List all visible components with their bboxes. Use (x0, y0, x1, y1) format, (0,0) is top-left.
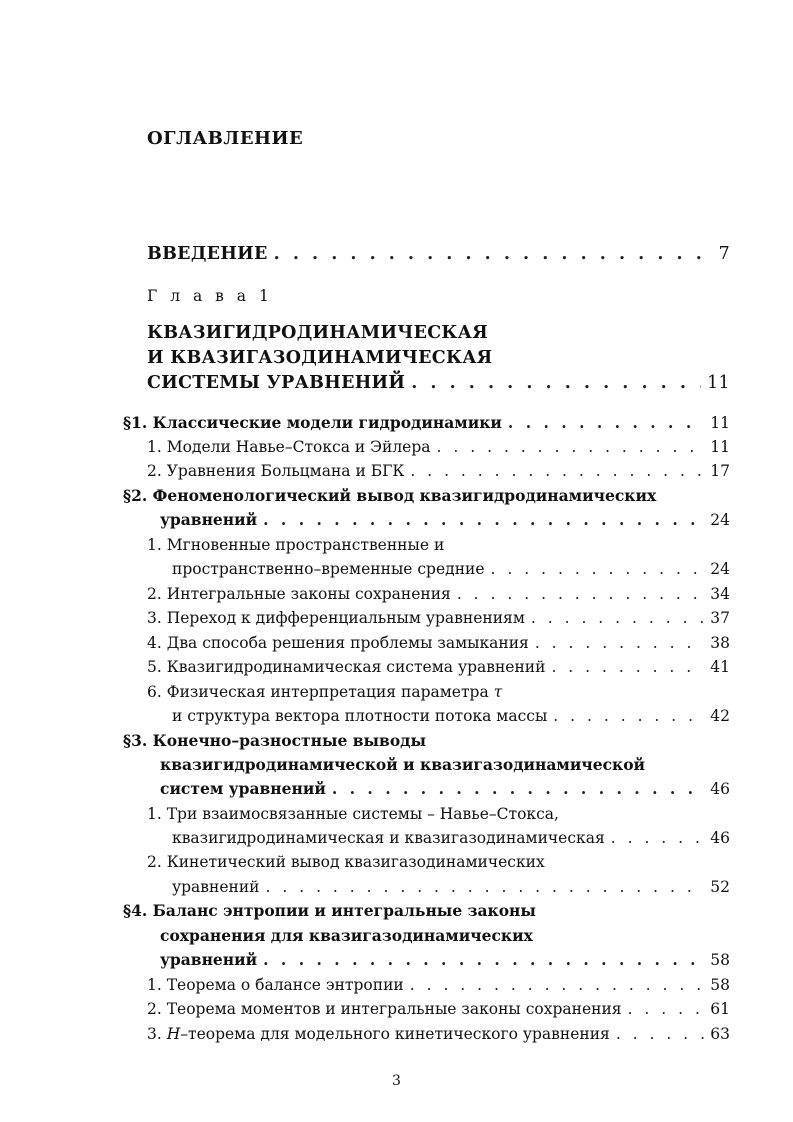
toc-page-number: 58 (710, 976, 730, 994)
dot-leader (508, 413, 704, 433)
section-title: квазигидродинамической и квазигазодинамической (160, 755, 646, 774)
item-label-text: 6. Физическая интерпретация параметра (147, 683, 494, 701)
toc-page-number: 52 (710, 878, 730, 896)
dot-leader (263, 510, 704, 530)
item-label: 2. Теорема моментов и интегральные законы сохранения (147, 1000, 622, 1018)
item-label: уравнений (172, 878, 260, 896)
item-label: 1. Три взаимосвязанные системы – Навье–Стокса, (147, 805, 559, 823)
toc-item (172, 828, 730, 848)
toc-item (147, 584, 730, 604)
toc-entry-intro (147, 244, 730, 264)
toc-page-number: 11 (710, 438, 730, 456)
dot-leader (531, 608, 704, 628)
toc-section-3 (160, 779, 730, 799)
toc-page-number: 46 (710, 780, 730, 798)
item-label: 5. Квазигидродинамическая система уравнений (147, 658, 546, 676)
dot-leader (611, 828, 705, 848)
item-label: квазигидродинамическая и квазигазодинамическая (172, 829, 605, 847)
dot-leader (263, 950, 704, 970)
item-label: и структура вектора плотности потока массы (172, 707, 548, 725)
item-label: 1. Мгновенные пространственные и (147, 536, 445, 554)
toc-page-number: 7 (718, 244, 730, 264)
chapter-label: Г л а в а 1 (147, 287, 273, 305)
section-title: §3. Конечно–разностные выводы (123, 731, 427, 750)
section-title: уравнений (160, 510, 258, 529)
toc-page-number: 41 (710, 658, 730, 676)
toc-page-number: 37 (710, 609, 730, 627)
page-number: 3 (392, 1073, 401, 1089)
dot-leader (274, 244, 713, 264)
item-label: 2. Кинетический вывод квазигазодинамических (147, 853, 545, 871)
toc-entry-label: ВВЕДЕНИЕ (147, 244, 268, 264)
toc-page-number: 34 (710, 585, 730, 603)
toc-item (147, 657, 730, 677)
toc-item (147, 1024, 730, 1044)
item-label (147, 682, 502, 702)
section-title: §4. Баланс энтропии и интегральные законы (123, 901, 536, 920)
toc-page-number: 24 (710, 560, 730, 578)
section-title: §1. Классические модели гидродинамики (123, 413, 502, 432)
chapter-title-line: И КВАЗИГАЗОДИНАМИЧЕСКАЯ (147, 348, 493, 368)
dot-leader (616, 1024, 704, 1044)
toc-item (147, 608, 730, 628)
dot-leader (551, 657, 704, 677)
toc-page-number: 38 (710, 634, 730, 652)
dot-leader (266, 877, 705, 897)
section-title: систем уравнений (160, 779, 326, 798)
item-label (147, 1024, 610, 1044)
toc-page-number: 63 (710, 1025, 730, 1043)
toc-entry-chapter-1 (147, 373, 730, 393)
toc-item (147, 999, 730, 1019)
dot-leader (491, 559, 705, 579)
item-label: 2. Интегральные законы сохранения (147, 585, 451, 603)
tau-symbol: τ (493, 683, 503, 701)
item-label: 1. Модели Навье–Стокса и Эйлера (147, 438, 431, 456)
dot-leader (410, 461, 704, 481)
toc-page-number: 11 (707, 373, 730, 393)
toc-section-4 (160, 950, 730, 970)
toc-item (172, 877, 730, 897)
toc-page-number: 42 (710, 707, 730, 725)
dot-leader (535, 633, 704, 653)
h-symbol: H (166, 1025, 181, 1043)
toc-page-number: 58 (710, 951, 730, 969)
dot-leader (410, 975, 705, 995)
chapter-title-line: КВАЗИГИДРОДИНАМИЧЕСКАЯ (147, 323, 488, 343)
toc-page-number: 24 (710, 511, 730, 529)
toc-page-number: 17 (710, 462, 730, 480)
toc-page-number: 46 (710, 829, 730, 847)
item-label: пространственно–временные средние (172, 560, 485, 578)
section-title: §2. Феноменологический вывод квазигидродинамических (123, 486, 657, 505)
dot-leader (411, 373, 701, 393)
section-title: уравнений (160, 950, 258, 969)
toc-page-number: 61 (710, 1000, 730, 1018)
dot-leader (457, 584, 704, 604)
item-label: 1. Теорема о балансе энтропии (147, 976, 404, 994)
toc-item (172, 706, 730, 726)
item-label-text: –теорема для модельного кинетического уравнения (180, 1025, 610, 1043)
item-label: 3. Переход к дифференциальным уравнениям (147, 609, 525, 627)
dot-leader (332, 779, 704, 799)
item-label: 4. Два способа решения проблемы замыкания (147, 634, 529, 652)
toc-page-number: 11 (710, 414, 730, 432)
page-title: ОГЛАВЛЕНИЕ (147, 128, 304, 149)
toc-section-2 (160, 510, 730, 530)
toc-section-1 (123, 413, 730, 433)
chapter-title-line: СИСТЕМЫ УРАВНЕНИЙ (147, 373, 406, 393)
toc-item (147, 461, 730, 481)
toc-item (172, 559, 730, 579)
toc-item (147, 437, 730, 457)
dot-leader (628, 999, 705, 1019)
section-title: сохранения для квазигазодинамических (160, 926, 533, 945)
toc-item (147, 975, 730, 995)
dot-leader (437, 437, 705, 457)
dot-leader (553, 706, 704, 726)
item-label-text: 3. (147, 1025, 167, 1043)
item-label: 2. Уравнения Больцмана и БГК (147, 462, 405, 480)
toc-item (147, 633, 730, 653)
